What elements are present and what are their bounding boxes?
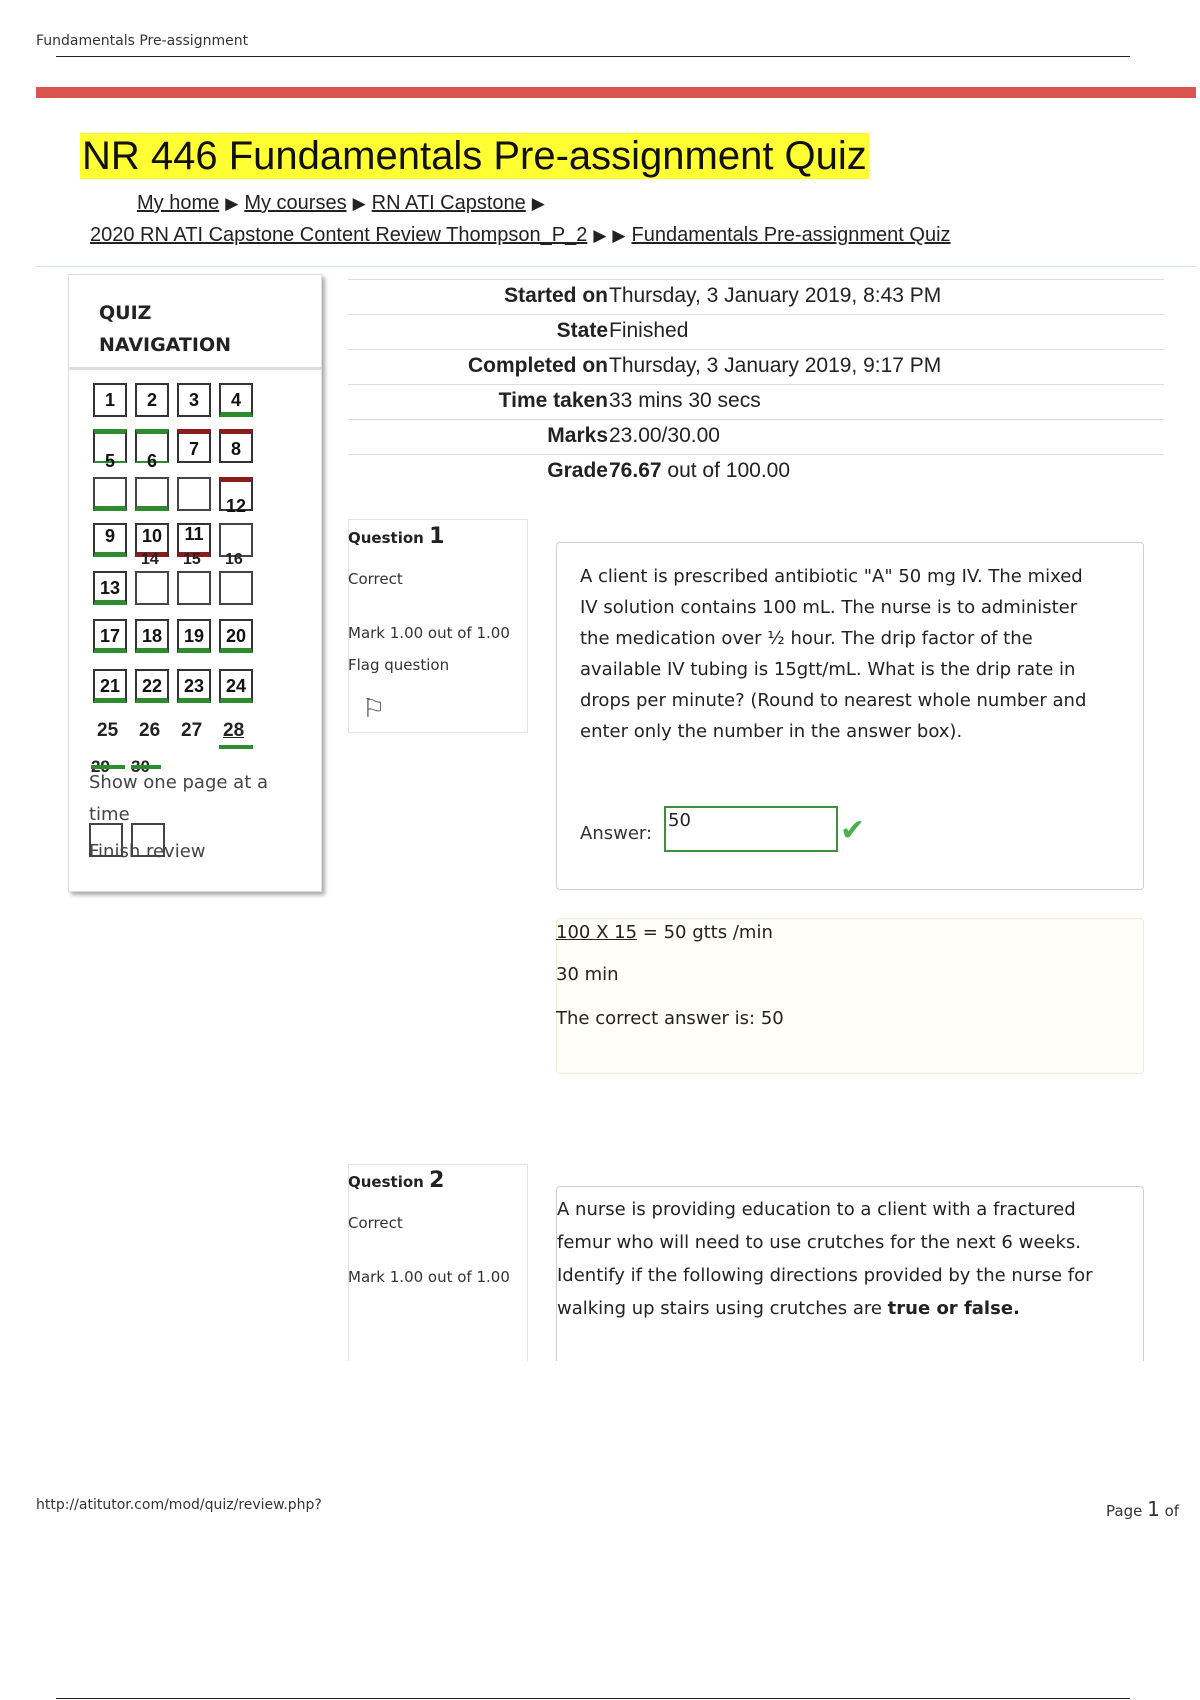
state-underline bbox=[219, 745, 253, 749]
nav-divider bbox=[69, 367, 321, 370]
question-1-status: Correct bbox=[348, 570, 403, 588]
summary-label: Time taken bbox=[498, 389, 608, 412]
quiz-nav-label-26[interactable]: 26 bbox=[139, 720, 161, 741]
quiz-nav-label-14[interactable]: 14 bbox=[141, 551, 159, 568]
summary-row-state bbox=[348, 314, 1164, 350]
question-number: 1 bbox=[429, 524, 445, 549]
question-2-text-bold: true or false. bbox=[887, 1298, 1020, 1319]
answer-label: Answer: bbox=[580, 823, 653, 844]
summary-label: Grade bbox=[547, 459, 608, 482]
quiz-nav-label-15[interactable]: 15 bbox=[183, 551, 201, 568]
quiz-nav-label-16[interactable]: 16 bbox=[225, 551, 243, 568]
check-icon: ✔ bbox=[840, 813, 866, 848]
quiz-nav-button-4[interactable]: 4 bbox=[219, 383, 253, 417]
divider bbox=[36, 266, 1196, 267]
footer-url: http://atitutor.com/mod/quiz/review.php? bbox=[36, 1497, 322, 1513]
formula-numerator: 100 X 15 bbox=[556, 922, 638, 943]
footer-rule bbox=[56, 1698, 1130, 1699]
feedback-formula bbox=[556, 922, 773, 943]
accent-bar bbox=[36, 87, 1196, 98]
summary-value: Thursday, 3 January 2019, 8:43 PM bbox=[609, 284, 942, 307]
question-2-content bbox=[556, 1186, 1144, 1361]
breadcrumb-my-home[interactable]: My home bbox=[137, 192, 220, 214]
document-header-title: Fundamentals Pre-assignment bbox=[36, 33, 249, 49]
flag-icon[interactable]: ⚐ bbox=[362, 694, 386, 724]
show-one-page-link[interactable]: Show one page at a time bbox=[89, 772, 269, 825]
summary-value: Finished bbox=[609, 319, 689, 342]
quiz-nav-button-6[interactable]: 6 bbox=[135, 429, 169, 463]
summary-value bbox=[609, 459, 790, 483]
quiz-nav-button-3[interactable]: 3 bbox=[177, 383, 211, 417]
quiz-nav-label-27[interactable]: 27 bbox=[181, 720, 203, 741]
breadcrumb-course[interactable]: 2020 RN ATI Capstone Content Review Thompson_P_2 bbox=[90, 224, 588, 246]
question-number: 2 bbox=[429, 1168, 445, 1193]
question-label: Question bbox=[348, 1173, 424, 1191]
breadcrumb-separator: ▶ bbox=[352, 194, 366, 213]
question-label: Question bbox=[348, 529, 424, 547]
quiz-nav-button-8[interactable]: 8 bbox=[219, 429, 253, 463]
answer-input[interactable]: 50 bbox=[664, 806, 838, 852]
quiz-nav-button-21[interactable]: 21 bbox=[93, 669, 127, 703]
finish-review-link[interactable]: Finish review bbox=[89, 841, 206, 862]
grade-value: 76.67 bbox=[609, 459, 662, 482]
breadcrumb-separator: ▶ bbox=[531, 194, 545, 213]
page-of: of bbox=[1164, 1502, 1180, 1520]
question-2-text-main: A nurse is providing education to a client with a fractured femur who will need to use crutches for the next 6 weeks. Identify if the following directions provided by the nurse for walking up stairs using crutches are bbox=[557, 1199, 1093, 1319]
quiz-nav-button-frame bbox=[135, 477, 169, 511]
summary-row-marks bbox=[348, 419, 1164, 455]
quiz-nav-button-24[interactable]: 24 bbox=[219, 669, 253, 703]
quiz-nav-button-frame bbox=[93, 477, 127, 511]
question-2-mark: Mark 1.00 out of 1.00 bbox=[348, 1268, 510, 1286]
summary-row-grade bbox=[348, 454, 1164, 490]
question-1-text: A client is prescribed antibiotic "A" 50 mg IV. The mixed IV solution contains 100 mL. The nurse is to administer the medication over ½ hour. The drip factor of the available IV tubing is 15gtt/mL. What is the drip rate in drops per minute? (Round to nearest whole number and enter only the number in the answer box). bbox=[580, 566, 1087, 742]
page-number: 1 bbox=[1147, 1497, 1160, 1521]
summary-label: Started on bbox=[504, 284, 608, 307]
quiz-nav-button-5[interactable]: 5 bbox=[93, 429, 127, 463]
summary-label: State bbox=[556, 319, 608, 342]
summary-value: 33 mins 30 secs bbox=[609, 389, 761, 412]
nav-title-line2: NAVIGATION bbox=[99, 334, 231, 356]
footer-page-number bbox=[1106, 1497, 1179, 1521]
quiz-nav-button-23[interactable]: 23 bbox=[177, 669, 211, 703]
formula-denominator: 30 min bbox=[556, 964, 619, 985]
quiz-nav-button-9[interactable]: 9 bbox=[93, 523, 127, 557]
question-1-mark: Mark 1.00 out of 1.00 bbox=[348, 624, 510, 642]
question-2-info bbox=[348, 1164, 528, 1361]
quiz-nav-button-2[interactable]: 2 bbox=[135, 383, 169, 417]
breadcrumb-separator: ▶ bbox=[593, 226, 607, 245]
quiz-nav-button-13[interactable]: 13 bbox=[93, 571, 127, 605]
summary-value: 23.00/30.00 bbox=[609, 424, 720, 447]
question-2-text bbox=[557, 1193, 1133, 1325]
question-2-title bbox=[348, 1168, 444, 1193]
breadcrumb bbox=[137, 192, 551, 215]
quiz-navigation-panel bbox=[68, 274, 322, 892]
summary-row-time-taken bbox=[348, 384, 1164, 420]
nav-title-line1: QUIZ bbox=[99, 302, 152, 324]
summary-row-started bbox=[348, 279, 1164, 315]
quiz-nav-button-12[interactable]: 12 bbox=[219, 477, 253, 511]
page-title: NR 446 Fundamentals Pre-assignment Quiz bbox=[82, 134, 867, 178]
breadcrumb-quiz[interactable]: Fundamentals Pre-assignment Quiz bbox=[631, 224, 951, 246]
correct-answer-text: The correct answer is: 50 bbox=[556, 1008, 784, 1029]
breadcrumb-separator: ▶ bbox=[612, 226, 626, 245]
question-1-title bbox=[348, 524, 444, 549]
summary-label: Marks bbox=[547, 424, 608, 447]
breadcrumb-rn-ati-capstone[interactable]: RN ATI Capstone bbox=[371, 192, 526, 214]
page-word: Page bbox=[1106, 1502, 1143, 1520]
grade-suffix: out of 100.00 bbox=[667, 459, 791, 482]
formula-result: = 50 gtts /min bbox=[637, 922, 773, 943]
quiz-nav-button-19[interactable]: 19 bbox=[177, 619, 211, 653]
quiz-nav-button-17[interactable]: 17 bbox=[93, 619, 127, 653]
quiz-nav-label-28[interactable]: 28 bbox=[223, 720, 245, 741]
quiz-nav-label-25[interactable]: 25 bbox=[97, 720, 119, 741]
header-rule bbox=[56, 56, 1130, 57]
quiz-nav-button-10[interactable]: 10 bbox=[135, 523, 169, 557]
breadcrumb-continued bbox=[90, 224, 951, 247]
quiz-nav-button-frame bbox=[219, 571, 253, 605]
quiz-nav-button-7[interactable]: 7 bbox=[177, 429, 211, 463]
quiz-nav-button-1[interactable]: 1 bbox=[93, 383, 127, 417]
quiz-nav-button-22[interactable]: 22 bbox=[135, 669, 169, 703]
summary-value: Thursday, 3 January 2019, 9:17 PM bbox=[609, 354, 942, 377]
question-2-status: Correct bbox=[348, 1214, 403, 1232]
quiz-nav-button-18[interactable]: 18 bbox=[135, 619, 169, 653]
flag-question-link[interactable]: Flag question bbox=[348, 656, 450, 674]
quiz-nav-button-20[interactable]: 20 bbox=[219, 619, 253, 653]
quiz-nav-button-frame bbox=[177, 571, 211, 605]
quiz-nav-button-11[interactable]: 11 bbox=[177, 523, 211, 557]
breadcrumb-my-courses[interactable]: My courses bbox=[244, 192, 347, 214]
breadcrumb-separator: ▶ bbox=[225, 194, 239, 213]
quiz-navigation-heading bbox=[99, 297, 231, 361]
quiz-nav-button-frame bbox=[135, 571, 169, 605]
summary-label: Completed on bbox=[468, 354, 608, 377]
summary-row-completed bbox=[348, 349, 1164, 385]
quiz-nav-button-frame bbox=[177, 477, 211, 511]
